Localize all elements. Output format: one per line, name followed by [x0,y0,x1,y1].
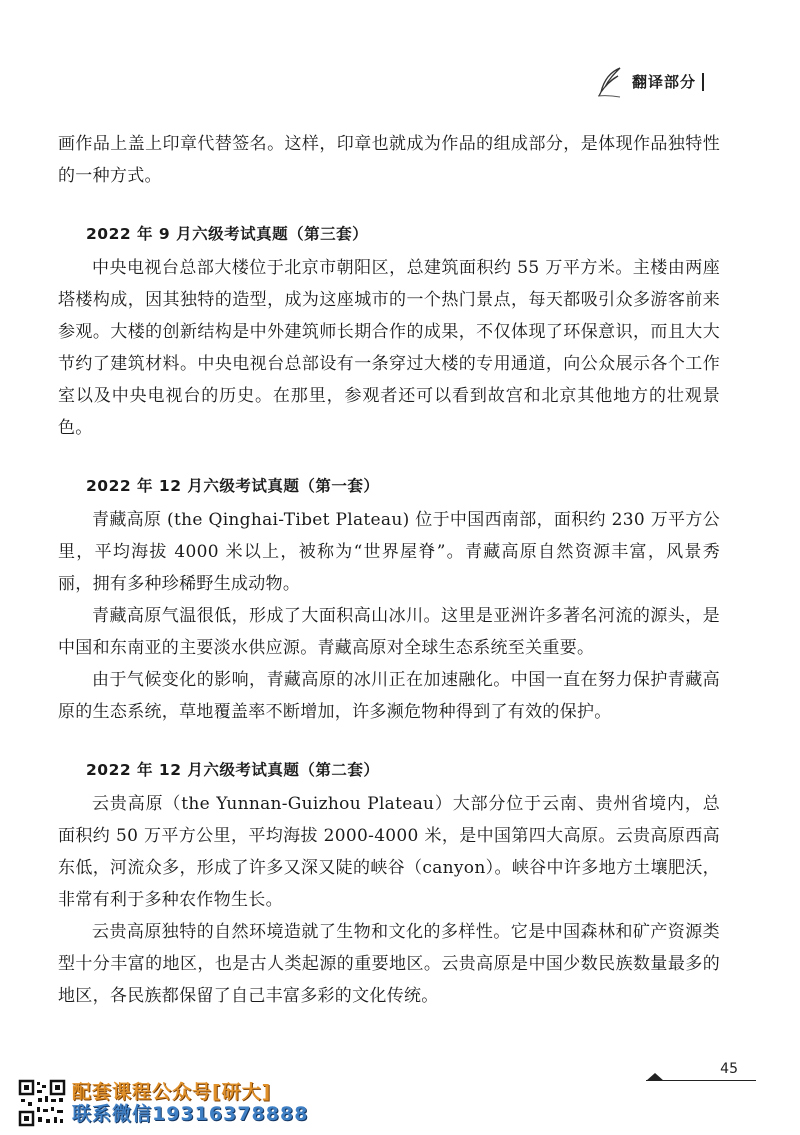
exam-section-title: 2022 年 9 月六级考试真题（第三套） [86,225,369,243]
section-paragraph: 由于气候变化的影响，青藏高原的冰川正在加速融化。中国一直在努力保护青藏高原的生态系统，草地覆盖率不断增加，许多濒危物种得到了有效的保护。 [58,670,720,722]
exam-section-title: 2022 年 12 月六级考试真题（第一套） [86,477,380,495]
watermark-line-1: 配套课程公众号[研大] [72,1081,272,1103]
qr-code-icon [18,1079,66,1127]
page-header [596,62,704,102]
page-body [58,128,720,1012]
section-title-header: 翻译部分 [632,73,704,91]
quill-pen-icon [596,66,624,98]
section-paragraph: 青藏高原气温很低，形成了大面积高山冰川。这里是亚洲许多著名河流的源头，是中国和东南亚的主要淡水供应源。青藏高原对全球生态系统至关重要。 [58,606,720,658]
page-footer [646,1053,756,1087]
exam-section-2 [58,470,720,728]
watermark [18,1079,308,1127]
exam-section-3 [58,754,720,1012]
page-number: 45 [720,1061,738,1077]
exam-section-title: 2022 年 12 月六级考试真题（第二套） [86,761,380,779]
section-paragraph: 云贵高原独特的自然环境造就了生物和文化的多样性。它是中国森林和矿产资源类型十分丰富的地区，也是古人类起源的重要地区。云贵高原是中国少数民族数量最多的地区，各民族都保留了自己丰富多彩的文化传统。 [58,922,720,1006]
section-paragraph: 青藏高原 (the Qinghai-Tibet Plateau) 位于中国西南部，面积约 230 万平方公里，平均海拔 4000 米以上，被称为“世界屋脊”。青藏高原自然资源丰富，风景秀丽，拥有多种珍稀野生成动物。 [58,510,720,594]
exam-section-1 [58,218,720,444]
footer-rule [646,1080,756,1081]
section-paragraph: 中央电视台总部大楼位于北京市朝阳区，总建筑面积约 55 万平方米。主楼由两座塔楼构成，因其独特的造型，成为这座城市的一个热门景点，每天都吸引众多游客前来参观。大楼的创新结构是中外建筑师长期合作的成果，不仅体现了环保意识，而且大大节约了建筑材料。中央电视台总部设有一条穿过大楼的专用通道，向公众展示各个工作室以及中央电视台的历史。在那里，参观者还可以看到故宫和北京其他地方的壮观景色。 [58,258,720,438]
section-paragraph: 云贵高原（the Yunnan-Guizhou Plateau）大部分位于云南、贵州省境内，总面积约 50 万平方公里，平均海拔 2000-4000 米，是中国第四大高原。云贵高原西高东低，河流众多，形成了许多又深又陡的峡谷（canyon）。峡谷中许多地方土壤肥沃，非常有利于多种农作物生长。 [58,794,720,910]
watermark-line-2: 联系微信19316378888 [72,1103,309,1125]
intro-paragraph: 画作品上盖上印章代替签名。这样，印章也就成为作品的组成部分，是体现作品独特性的一种方式。 [58,134,720,186]
